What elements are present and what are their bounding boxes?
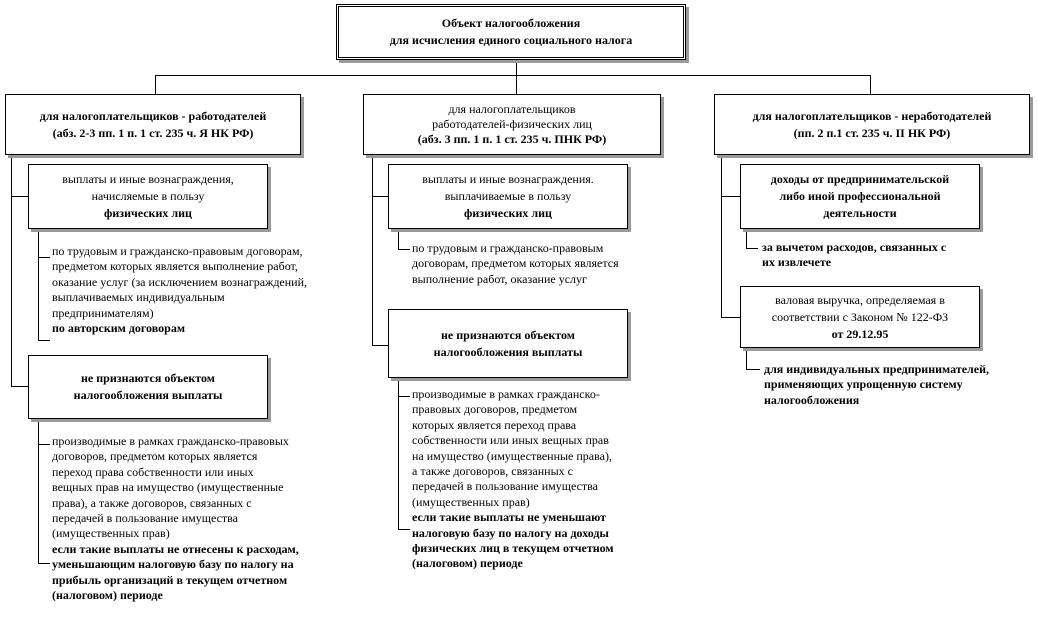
col3-box2-line-3: от 29.12.95 bbox=[831, 326, 889, 341]
list-item: производимые в рамках гражданско- bbox=[412, 387, 600, 401]
col2-trunk bbox=[372, 155, 373, 346]
list-item: которых является переход права bbox=[412, 417, 577, 432]
col2-box2-line-1: не признаются объектом bbox=[441, 327, 575, 342]
list-item-bold: физических лиц в текущем отчетном bbox=[412, 541, 614, 556]
col3-sub1-trunk bbox=[746, 229, 747, 249]
col1-sub2-tick1 bbox=[38, 444, 50, 445]
title-line-2: для исчисления единого социального налога bbox=[389, 33, 633, 47]
col3-branch-box1 bbox=[721, 196, 740, 197]
col3-sub1-tick1 bbox=[746, 248, 758, 249]
list-item: передачей в пользование имущества bbox=[52, 511, 238, 526]
list-item-bold: если такие выплаты не уменьшают bbox=[412, 510, 606, 525]
list-item: (имущественных прав) bbox=[412, 494, 530, 509]
col2-box-payments bbox=[388, 164, 628, 229]
list-item: производимые в рамках гражданско-правовых bbox=[52, 434, 289, 448]
list-item: их извлечете bbox=[762, 255, 832, 270]
col3-box1-line-2: либо иной профессиональной bbox=[779, 189, 941, 203]
col3-list2 bbox=[764, 362, 989, 408]
col1-header-box bbox=[5, 94, 301, 155]
list-item: передачей в пользование имущества bbox=[412, 479, 598, 494]
list-item: собственности или иных вещных прав bbox=[412, 433, 609, 448]
col1-header-line-2: (абз. 2-3 пп. 1 п. 1 ст. 235 ч. Я НК РФ) bbox=[52, 125, 254, 140]
col3-box-revenue bbox=[740, 286, 980, 348]
col3-box2-line-1: валовая выручка, определяемая в bbox=[775, 292, 945, 307]
col2-sub2-tick2 bbox=[398, 529, 410, 530]
col2-sub1-trunk bbox=[398, 229, 399, 250]
list-item-bold: по авторским договорам bbox=[52, 321, 186, 336]
col1-trunk bbox=[11, 155, 12, 386]
list-item-bold: (налоговом) периоде bbox=[52, 588, 163, 603]
list-item: права), а также договоров, связанных с bbox=[52, 495, 252, 510]
col1-sub1-tick2 bbox=[38, 340, 50, 341]
col2-box-not-object bbox=[388, 309, 628, 378]
list-item-bold: прибыль организаций в текущем отчетном bbox=[52, 572, 288, 587]
col3-header-line-2: (пп. 2 п.1 ст. 235 ч. II НК РФ) bbox=[793, 125, 951, 140]
col3-box2-line-2: соответствии с Законом № 122-ФЗ bbox=[771, 309, 949, 324]
col2-header-box bbox=[363, 94, 661, 155]
col1-header-line-1: для налогоплательщиков - работодателей bbox=[39, 108, 267, 123]
col3-trunk bbox=[721, 155, 722, 318]
list-item-bold: уменьшающим налоговую базу по налогу на bbox=[52, 557, 294, 572]
col2-branch-box1 bbox=[372, 196, 388, 197]
col2-box2-line-2: налогообложения выплаты bbox=[433, 344, 583, 359]
connector-horizontal-bus bbox=[155, 75, 870, 76]
col1-box2-line-1: не признаются объектом bbox=[81, 371, 215, 385]
list-item: договорам, предметом которых является bbox=[412, 256, 619, 271]
col1-branch-box2 bbox=[11, 386, 28, 387]
col1-box-not-object bbox=[28, 355, 268, 419]
list-item: переход права собственности или иных bbox=[52, 464, 254, 479]
col2-box1-line-1: выплаты и иные вознаграждения. bbox=[422, 172, 594, 186]
col1-box1-line-2: начисляемые в пользу bbox=[91, 189, 205, 203]
connector-title-down bbox=[516, 60, 517, 76]
list-item-bold: (налоговом) периоде bbox=[412, 556, 523, 571]
col1-list2 bbox=[52, 434, 299, 603]
col2-sub2-tick1 bbox=[398, 396, 410, 397]
connector-col1-drop bbox=[155, 75, 156, 94]
col2-box1-line-2: выплачиваемые в пользу bbox=[444, 189, 572, 203]
list-item: за вычетом расходов, связанных с bbox=[762, 240, 947, 254]
list-item-bold: налоговую базу по налогу на доходы bbox=[412, 525, 609, 540]
list-item: налогообложения bbox=[764, 392, 860, 407]
col2-list1 bbox=[412, 241, 619, 287]
list-item: выплачиваемых индивидуальным bbox=[52, 290, 225, 305]
connector-col3-drop bbox=[870, 75, 871, 94]
col2-sub1-tick1 bbox=[398, 249, 410, 250]
list-item: предметом которых является выполнение работ, bbox=[52, 259, 298, 274]
col2-list2 bbox=[412, 387, 614, 572]
list-item: выполнение работ, оказание услуг bbox=[412, 271, 587, 286]
list-item: предпринимателям) bbox=[52, 305, 154, 320]
list-item: для индивидуальных предпринимателей, bbox=[764, 362, 990, 376]
col3-list1 bbox=[762, 240, 946, 271]
list-item: (имущественных прав) bbox=[52, 526, 170, 541]
col2-sub2-trunk bbox=[398, 378, 399, 530]
list-item: договоров, предметом которых является bbox=[52, 449, 258, 464]
col3-box1-line-3: деятельности bbox=[823, 206, 897, 220]
col1-box-payments bbox=[28, 164, 268, 229]
list-item: вещных прав на имущество (имущественные bbox=[52, 480, 284, 495]
col3-header-box bbox=[714, 94, 1030, 155]
col3-header-line-1: для налогоплательщиков - неработодателей bbox=[752, 108, 992, 123]
title-line-1: Объект налогообложения bbox=[441, 16, 581, 30]
col1-sub2-trunk bbox=[38, 419, 39, 564]
list-item: оказание услуг (за исключением вознаграждений, bbox=[52, 274, 308, 289]
list-item: применяющих упрощенную систему bbox=[764, 377, 963, 392]
col2-branch-box2 bbox=[372, 345, 388, 346]
col1-sub1-trunk bbox=[38, 229, 39, 341]
list-item: правовых договоров, предметом bbox=[412, 402, 578, 417]
connector-col2-drop bbox=[516, 75, 517, 94]
list-item: а также договоров, связанных с bbox=[412, 464, 573, 479]
list-item-bold: если такие выплаты не отнесены к расходам, bbox=[52, 541, 299, 556]
col3-branch-box2 bbox=[721, 317, 740, 318]
col1-list1 bbox=[52, 244, 307, 336]
col1-sub1-tick1 bbox=[38, 257, 50, 258]
list-item: на имущество (имущественные права), bbox=[412, 448, 612, 463]
list-item: по трудовым и гражданско-правовым bbox=[412, 241, 604, 255]
col3-sub2-trunk bbox=[746, 348, 747, 370]
list-item: по трудовым и гражданско-правовым договорам, bbox=[52, 244, 303, 258]
col2-box1-line-3: физических лиц bbox=[464, 206, 552, 220]
col3-sub2-tick1 bbox=[746, 369, 760, 370]
col1-box1-line-1: выплаты и иные вознаграждения, bbox=[62, 172, 234, 186]
col3-box1-line-1: доходы от предпринимательской bbox=[770, 172, 950, 186]
col1-branch-box1 bbox=[11, 196, 28, 197]
col2-header-line-2: работодателей-физических лиц bbox=[432, 117, 592, 131]
col2-header-line-3: (абз. 3 пп. 1 п. 1 ст. 235 ч. ПНК РФ) bbox=[417, 132, 607, 146]
col1-box2-line-2: налогообложения выплаты bbox=[73, 388, 223, 402]
col2-header-line-1: для налогоплательщиков bbox=[448, 102, 576, 116]
col1-box1-line-3: физических лиц bbox=[104, 206, 192, 220]
col3-box-income bbox=[740, 164, 980, 229]
col1-sub2-tick2 bbox=[38, 563, 50, 564]
title-box bbox=[336, 4, 686, 60]
